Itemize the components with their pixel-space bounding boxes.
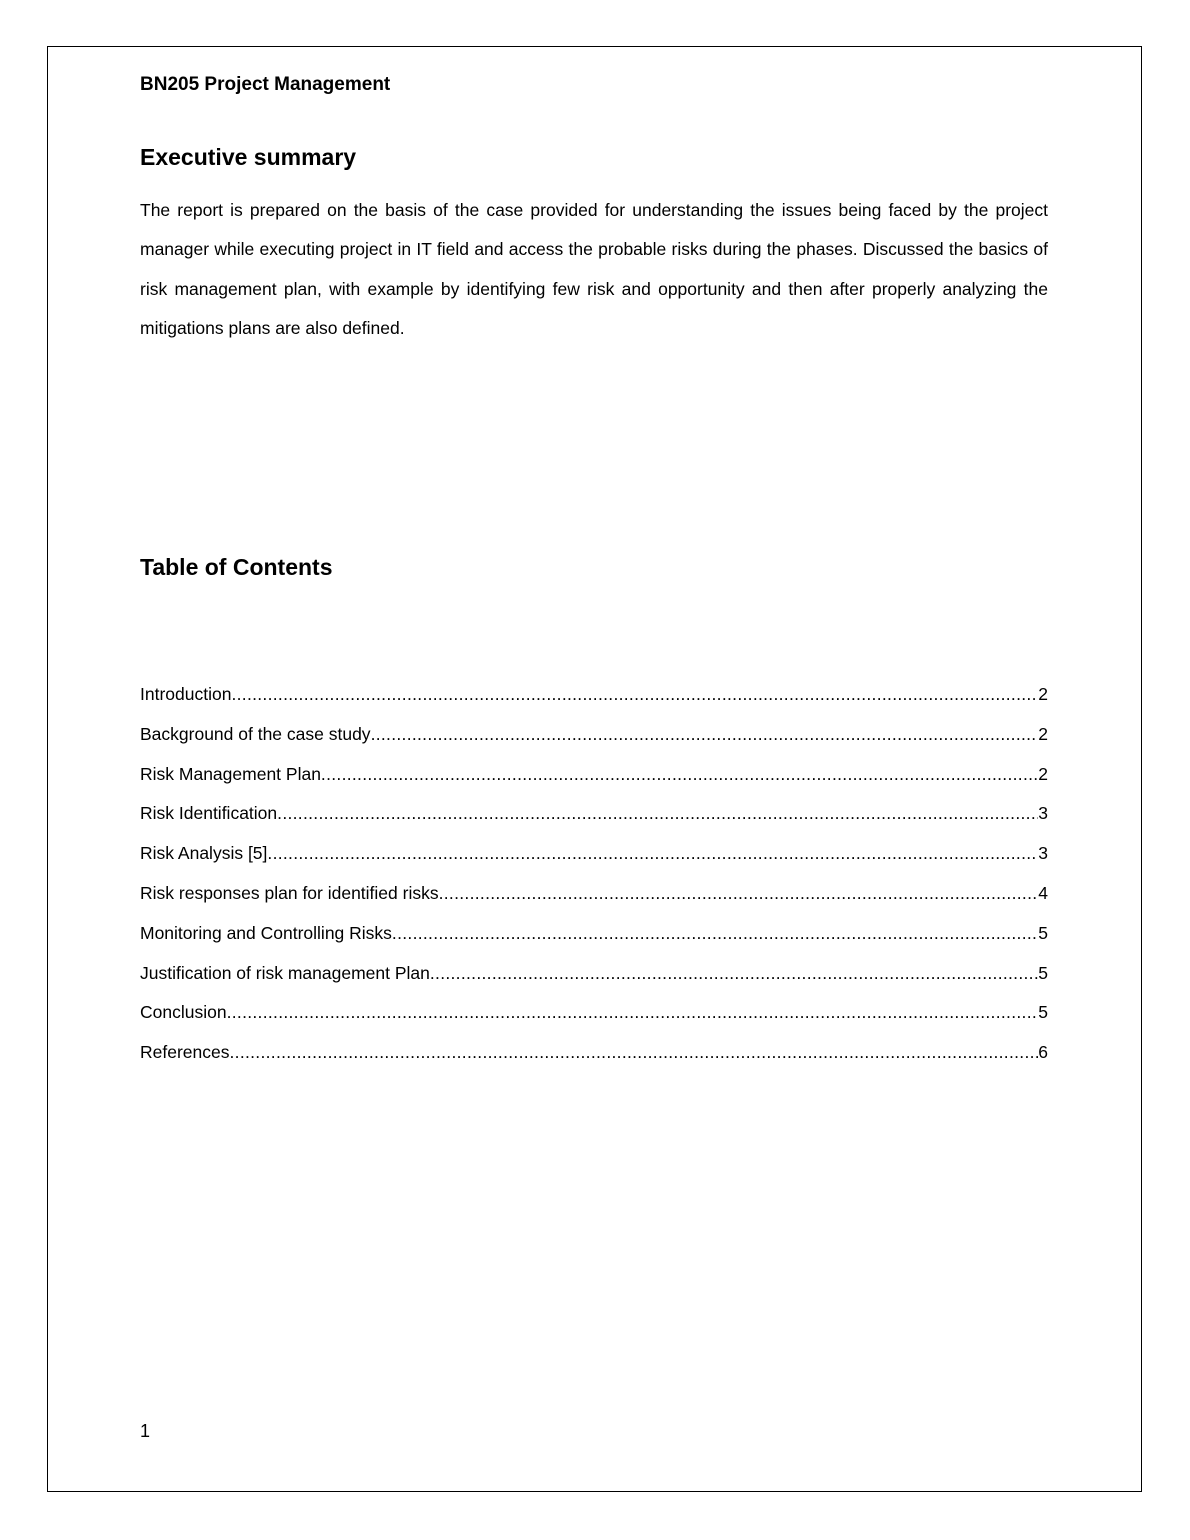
toc-entry-label: Justification of risk management Plan [140,962,430,983]
toc-entry-page: 4 [1038,882,1048,903]
toc-entry-risk-management-plan[interactable] [140,758,1048,798]
toc-entry-justification[interactable] [140,957,1048,997]
toc-entry-page: 2 [1038,684,1048,704]
toc-leader-dots [439,877,1039,909]
toc-entry-page: 3 [1038,843,1048,864]
toc-entry-page: 2 [1038,763,1048,784]
toc-entry-page: 5 [1038,962,1048,983]
toc-entry-monitoring-controlling[interactable] [140,917,1048,957]
toc-entry-introduction[interactable] [140,678,1048,718]
document-header-title: BN205 Project Management [140,74,391,95]
toc-entry-label: Introduction [140,684,232,704]
toc-entry-label: Risk Identification [140,803,278,824]
toc-entry-page: 6 [1038,1042,1048,1063]
table-of-contents-heading: Table of Contents [140,554,333,580]
toc-entry-label: Background of the case study [140,723,371,744]
toc-entry-page: 2 [1038,723,1048,744]
toc-leader-dots [230,1036,1039,1068]
executive-summary-heading: Executive summary [140,144,357,170]
toc-entry-label: Risk Analysis [5] [140,843,268,864]
toc-leader-dots [267,837,1038,869]
toc-leader-dots [392,917,1038,949]
toc-entry-risk-responses-plan[interactable] [140,877,1048,917]
toc-entry-label: Risk responses plan for identified risks [140,882,439,903]
toc-leader-dots [321,758,1038,790]
toc-leader-dots [430,957,1038,989]
table-of-contents-list [140,678,1048,1076]
toc-leader-dots [231,678,1038,710]
toc-leader-dots [277,797,1038,829]
page-number: 1 [140,1421,151,1441]
toc-leader-dots [227,996,1039,1028]
toc-entry-page: 5 [1038,922,1048,943]
toc-entry-risk-identification[interactable] [140,797,1048,837]
toc-entry-label: Monitoring and Controlling Risks [140,922,392,943]
toc-entry-label: References [140,1042,230,1063]
toc-leader-dots [371,718,1039,750]
toc-entry-page: 3 [1038,803,1048,824]
toc-entry-label: Risk Management Plan [140,763,321,784]
toc-entry-conclusion[interactable] [140,996,1048,1036]
executive-summary-text: The report is prepared on the basis of the case provided for understanding the issues being faced by the project manager while executing project in IT field and access the probable risks during the phases. Discussed the basics of risk management plan, with example by identifying few risk and opportunity and then after properly analyzing the mitigations plans are also defined. [140,200,1048,338]
toc-entry-risk-analysis[interactable] [140,837,1048,877]
toc-entry-page: 5 [1038,1002,1048,1023]
toc-entry-label: Conclusion [140,1002,227,1023]
toc-entry-references[interactable] [140,1036,1048,1076]
toc-entry-background[interactable] [140,718,1048,758]
